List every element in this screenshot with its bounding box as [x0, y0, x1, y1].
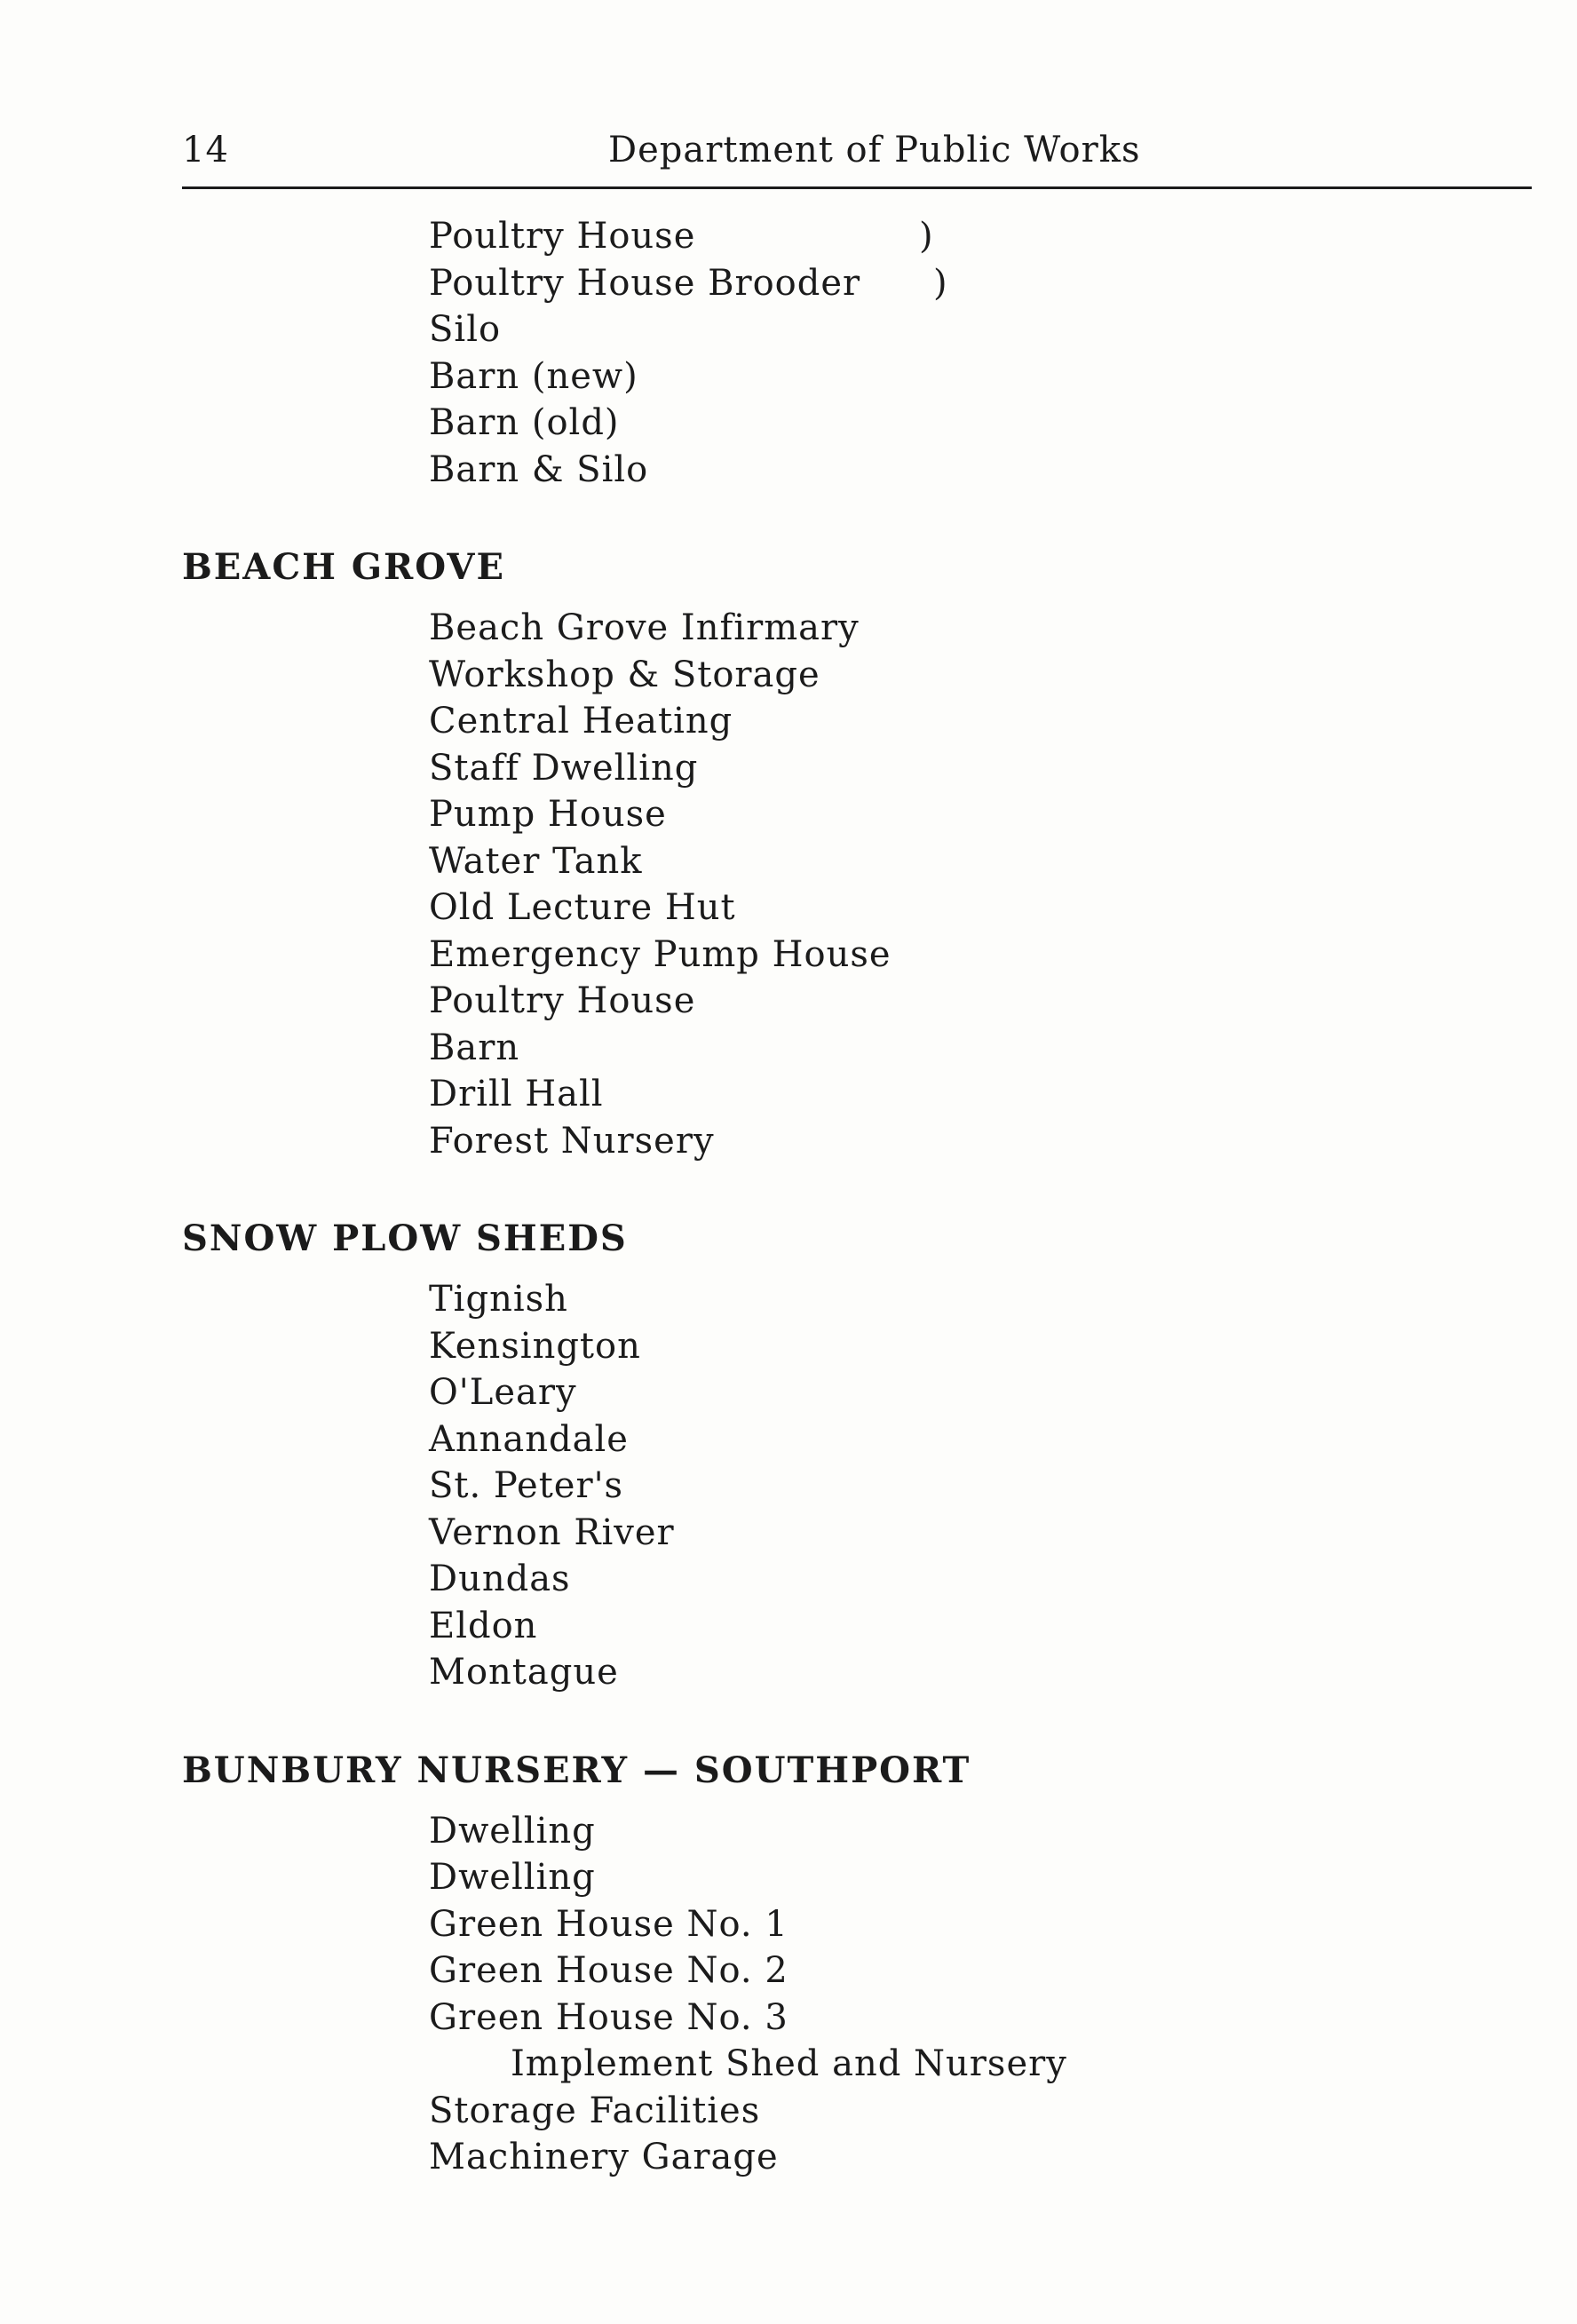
list-item: Dwelling — [429, 1857, 596, 1898]
list-item: Poultry House Brooder ) — [429, 260, 1514, 307]
list-item: Drill Hall — [429, 1074, 604, 1114]
page-number: 14 — [182, 130, 229, 171]
bracket-mark: ) — [919, 216, 934, 257]
item-list — [182, 1808, 1514, 2181]
list-item: Staff Dwelling — [429, 747, 699, 789]
bracket-mark: ) — [933, 262, 948, 304]
list-item: O'Leary — [429, 1372, 577, 1413]
list-item: Machinery Garage — [429, 2137, 779, 2177]
list-item: Implement Shed and Nursery — [511, 2043, 1067, 2084]
section-beach-grove — [182, 544, 1514, 1164]
section-snow-plow-sheds — [182, 1216, 1514, 1696]
running-title: Department of Public Works — [608, 130, 1141, 171]
page-content — [182, 213, 1514, 2233]
list-item: Dundas — [429, 1559, 571, 1599]
list-item: Water Tank — [429, 840, 643, 882]
list-item: Montague — [429, 1652, 619, 1693]
list-item: Eldon — [429, 1605, 538, 1646]
list-item: Storage Facilities — [429, 2090, 761, 2131]
section-continued-farm-buildings — [182, 213, 1514, 493]
list-item: Barn & Silo — [429, 448, 649, 490]
item-list — [182, 1276, 1514, 1696]
section-heading: BEACH GROVE — [182, 546, 505, 588]
list-item: Vernon River — [429, 1511, 675, 1553]
list-item: Forest Nursery — [429, 1120, 715, 1162]
list-item: Dwelling — [429, 1810, 596, 1852]
list-item: Annandale — [429, 1418, 629, 1460]
list-item: Old Lecture Hut — [429, 887, 736, 928]
list-item: Poultry House — [429, 980, 696, 1021]
list-item: Green House No. 2 — [429, 1950, 788, 1991]
list-item: Beach Grove Infirmary — [429, 607, 860, 648]
page-header — [182, 124, 1532, 189]
item-list — [182, 605, 1514, 1164]
list-item: Barn (new) — [429, 355, 638, 397]
section-bunbury-nursery — [182, 1748, 1514, 2181]
section-heading: BUNBURY NURSERY — SOUTHPORT — [182, 1749, 971, 1791]
list-item: Central Heating — [429, 701, 733, 742]
list-item: Silo — [429, 309, 502, 350]
list-item: Green House No. 3 — [429, 1996, 788, 2038]
list-item: Emergency Pump House — [429, 933, 892, 975]
list-item: Poultry House ) — [429, 213, 1514, 260]
list-item: Pump House — [429, 794, 667, 835]
item-list — [182, 213, 1514, 493]
list-item: Workshop & Storage — [429, 654, 820, 695]
list-item: Kensington — [429, 1325, 641, 1367]
list-item: Barn — [429, 1027, 520, 1068]
list-item: Barn (old) — [429, 402, 620, 443]
list-item: Green House No. 1 — [429, 1903, 788, 1945]
list-item: St. Peter's — [429, 1465, 624, 1506]
section-heading: SNOW PLOW SHEDS — [182, 1218, 628, 1259]
list-item: Tignish — [429, 1279, 568, 1320]
